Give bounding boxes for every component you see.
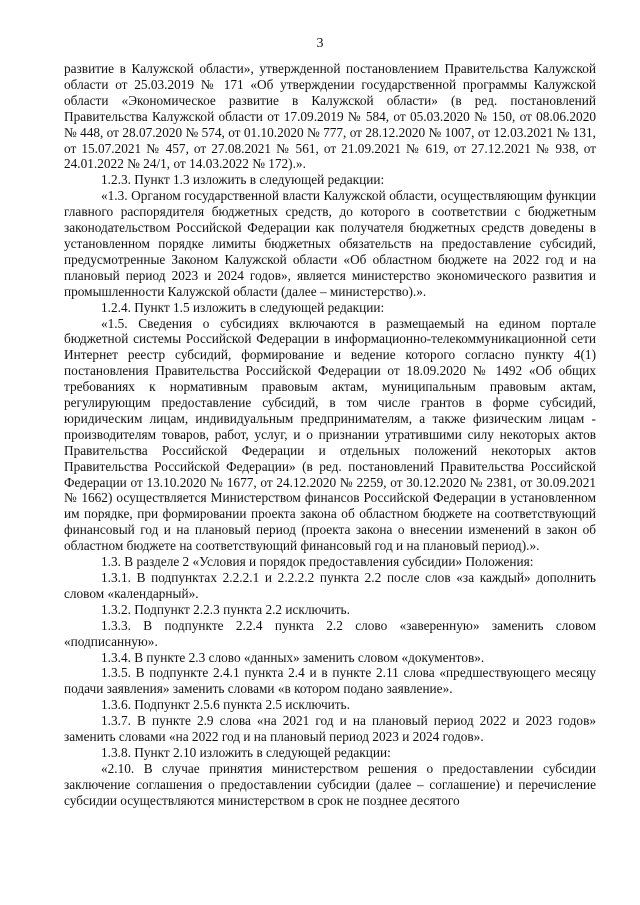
paragraph-quote-2-10: «2.10. В случае принятия министерством решения о предоставлении субсидии заключение соглашения о предоставлении субсидии (далее – соглашение) и перечисление субсидии осуществляются министерством в срок не позднее десятого xyxy=(64,760,596,808)
paragraph-1-2-4: 1.2.4. Пункт 1.5 изложить в следующей редакции: xyxy=(101,299,385,315)
paragraph-quote-1-3: «1.3. Органом государственной власти Калужской области, осуществляющим функции главного распорядителя бюджетных средств, до которого в соответствии с бюджетным законодательством Российской Федерации как получателя бюджетных средств доведены в установленном порядке лимиты бюджетных обязательств на предоставление субсидий, предусмотренные Законом Калужской области «Об областном бюджете на 2022 год и на плановый период 2023 и 2024 годов», является министерство экономического развития и промышленности Калужской области (далее – министерство).». xyxy=(64,188,596,299)
paragraph-1-3-4: 1.3.4. В пункте 2.3 слово «данных» заменить словом «документов». xyxy=(101,649,485,665)
paragraph-1-2-3: 1.2.3. Пункт 1.3 изложить в следующей редакции: xyxy=(101,172,385,188)
paragraph-1-3-3: 1.3.3. В подпункте 2.2.4 пункта 2.2 слово «заверенную» заменить словом «подписанную». xyxy=(64,617,596,649)
page-number: 3 xyxy=(316,36,324,51)
paragraph-1-3-2: 1.3.2. Подпункт 2.2.3 пункта 2.2 исключить. xyxy=(101,601,350,617)
paragraph-1-3-1: 1.3.1. В подпунктах 2.2.2.1 и 2.2.2.2 пункта 2.2 после слов «за каждый» дополнить словом «календарный». xyxy=(64,570,596,601)
paragraph-quote-1-5: «1.5. Сведения о субсидиях включаются в размещаемый на едином портале бюджетной системы Российской Федерации в информационно-телекоммуникационной сети Интернет реестр субсидий, формирование и ведение которого согласно пункту 4(1) постановления Правительства Российской Федерации от 18.09.2020 № 1492 «Об общих требованиях к нормативным правовым актам, муниципальным правовым актам, регулирующим предоставление субсидий, в том числе грантов в форме субсидий, юридическим лицам, индивидуальным предпринимателям, а также физическим лицам - производителям товаров, работ, услуг, и о признании утратившими силу некоторых актов Правительства Российской Федерации и отдельных положений некоторых актов Правительства Российской Федерации» (в ред. постановлений Правительства Российской Федерации от 13.10.2020 № 1677, от 24.12.2020 № 2259, от 30.12.2020 № 2381, от 30.09.2021 № 1662) осуществляется Министерством финансов Российской Федерации в установленном им порядке, при формировании проекта закона об областном бюджете на соответствующий финансовый год и на плановый период (проекта закона о внесении изменений в закон об областном бюджете на соответствующий финансовый год и на плановый период).». xyxy=(64,315,596,554)
paragraph-1-3-8: 1.3.8. Пункт 2.10 изложить в следующей редакции: xyxy=(101,744,391,760)
paragraph-continuation: развитие в Калужской области», утвержденной постановлением Правительства Калужской области от 25.03.2019 № 171 «Об утверждении государственной программы Калужской области «Экономическое развитие в Калужской области» (в ред. постановлений Правительства Калужской области от 17.09.2019 № 584, от 05.03.2020 № 150, от 08.06.2020 № 448, от 28.07.2020 № 574, от 01.10.2020 № 777, от 28.12.2020 № 1007, от 12.03.2021 № 131, от 15.07.2021 № 457, от 27.08.2021 № 561, от 21.09.2021 № 619, от 27.12.2021 № 938, от 24.01.2022 № 24/1, от 14.03.2022 № 172).». xyxy=(64,61,596,172)
paragraph-1-3-6: 1.3.6. Подпункт 2.5.6 пункта 2.5 исключить. xyxy=(101,697,350,713)
document-body xyxy=(64,61,596,809)
paragraph-1-3-5: 1.3.5. В подпункте 2.4.1 пункта 2.4 и в пункте 2.11 слова «предшествующего месяцу подачи заявления» заменить словами «в котором подано заявление». xyxy=(64,665,596,697)
paragraph-1-3-7: 1.3.7. В пункте 2.9 слова «на 2021 год и на плановый период 2022 и 2023 годов» заменить словами «на 2022 год и на плановый период 2023 и 2024 годов». xyxy=(64,713,596,745)
paragraph-1-3: 1.3. В разделе 2 «Условия и порядок предоставления субсидии» Положения: xyxy=(101,554,534,570)
